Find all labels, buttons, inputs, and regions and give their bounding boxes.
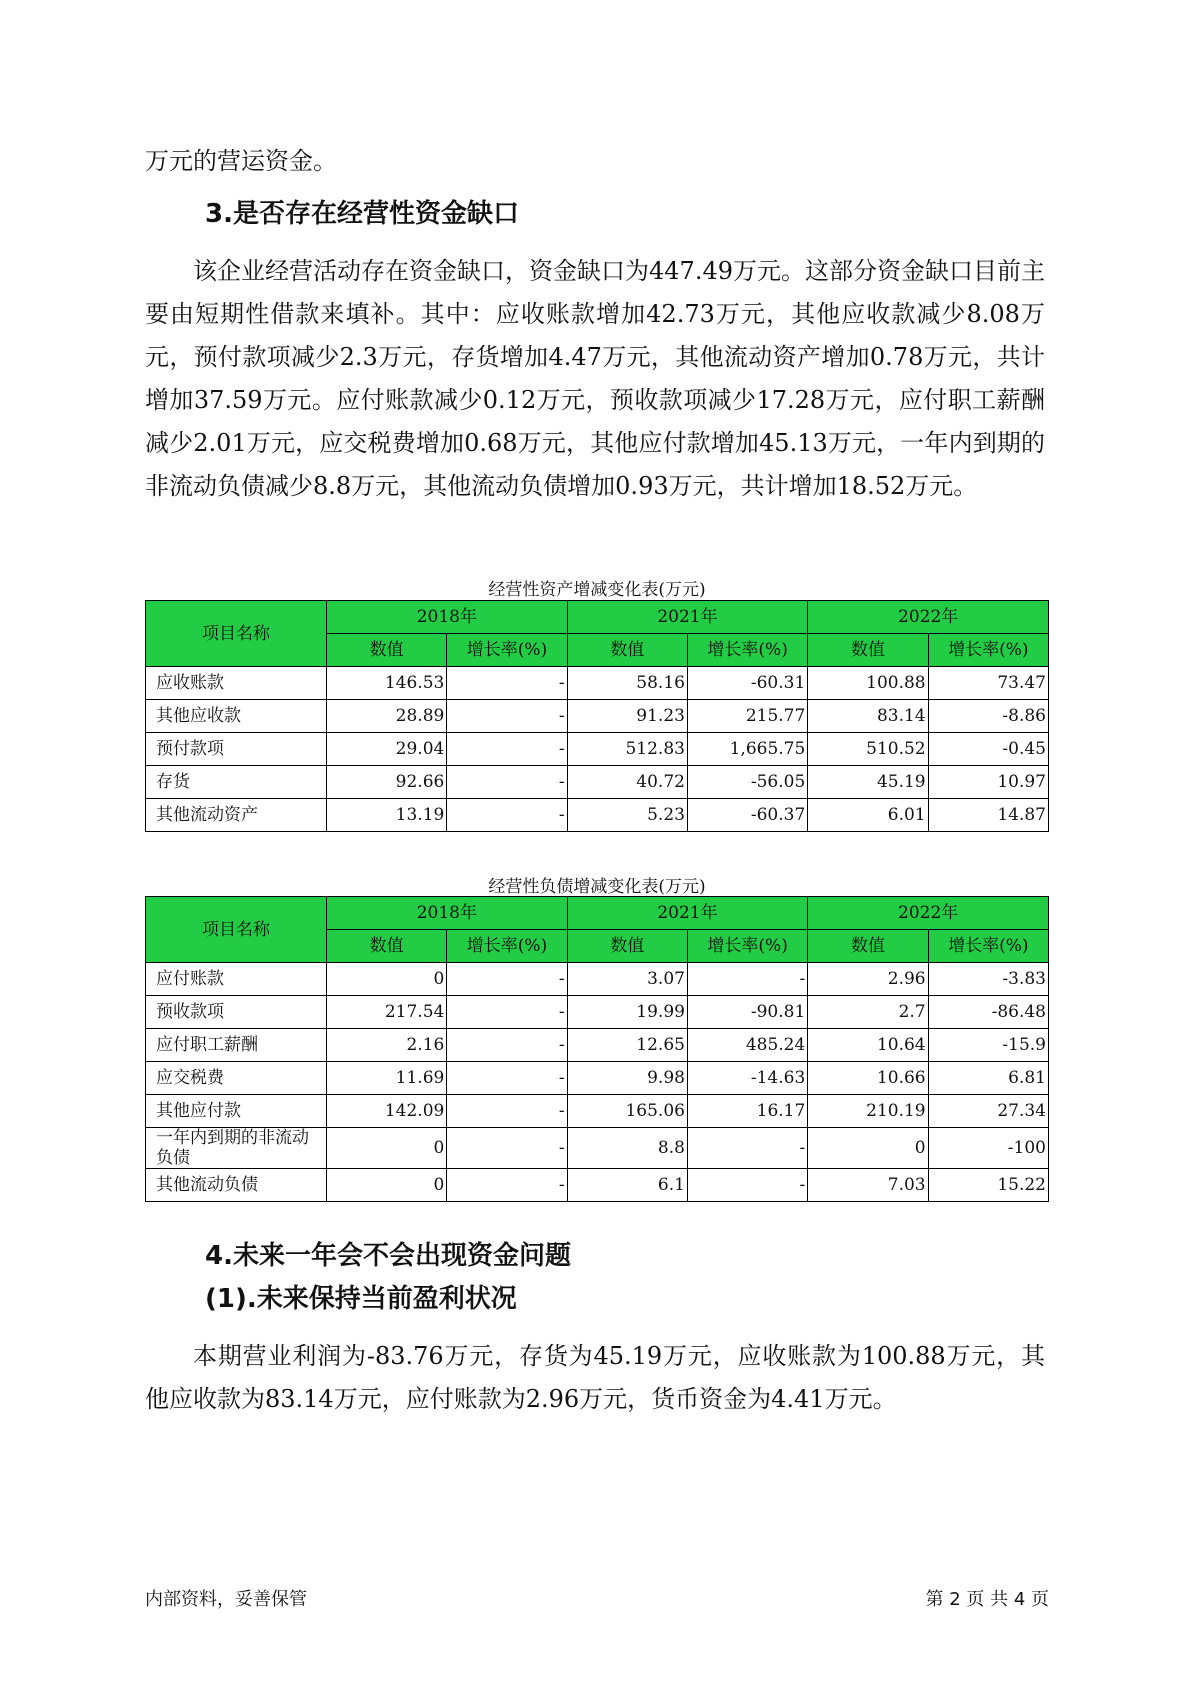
value-cell: 19.99 (567, 996, 687, 1029)
table-row (146, 667, 1049, 700)
growth-rate-cell: -60.31 (687, 667, 807, 700)
growth-rate-cell: -100 (928, 1128, 1048, 1169)
header-value: 数值 (808, 634, 928, 667)
growth-rate-cell: 14.87 (928, 799, 1048, 832)
value-cell: 100.88 (808, 667, 928, 700)
value-cell: 146.53 (327, 667, 447, 700)
value-cell: 210.19 (808, 1095, 928, 1128)
growth-rate-cell: -90.81 (687, 996, 807, 1029)
growth-rate-cell: - (687, 1169, 807, 1202)
value-cell: 9.98 (567, 1062, 687, 1095)
liability-table-caption: 经营性负债增减变化表(万元) (488, 877, 706, 897)
value-cell: 0 (327, 1128, 447, 1169)
value-cell: 12.65 (567, 1029, 687, 1062)
header-value: 数值 (567, 930, 687, 963)
footer-confidential-note: 内部资料，妥善保管 (145, 1589, 307, 1610)
row-label: 预付款项 (146, 733, 327, 766)
value-cell: 165.06 (567, 1095, 687, 1128)
value-cell: 2.7 (808, 996, 928, 1029)
funding-gap-paragraph: 该企业经营活动存在资金缺口，资金缺口为447.49万元。这部分资金缺口目前主要由短期性借款来填补。其中：应收账款增加42.73万元，其他应收款减少8.08万元，预付款项减少2.3万元，存货增加4.47万元，其他流动资产增加0.78万元，共计增加37.59万元。应付账款减少0.12万元，预收款项减少17.28万元，应付职工薪酬减少2.01万元，应交税费增加0.68万元，其他应付款增加45.13万元，一年内到期的非流动负债减少8.8万元，其他流动负债增加0.93万元，共计增加18.52万元。 (145, 257, 1045, 500)
growth-rate-cell: - (447, 799, 567, 832)
value-cell: 13.19 (327, 799, 447, 832)
header-value: 数值 (808, 930, 928, 963)
value-cell: 0 (327, 963, 447, 996)
growth-rate-cell: -86.48 (928, 996, 1048, 1029)
growth-rate-cell: - (447, 1029, 567, 1062)
header-year-2022: 2022年 (808, 897, 1049, 930)
row-label: 一年内到期的非流动负债 (146, 1128, 327, 1169)
header-year-2021: 2021年 (567, 601, 808, 634)
header-year-2018: 2018年 (327, 601, 568, 634)
value-cell: 45.19 (808, 766, 928, 799)
growth-rate-cell: 1,665.75 (687, 733, 807, 766)
growth-rate-cell: - (447, 1169, 567, 1202)
header-growth-rate: 增长率(%) (447, 930, 567, 963)
value-cell: 142.09 (327, 1095, 447, 1128)
value-cell: 40.72 (567, 766, 687, 799)
value-cell: 10.66 (808, 1062, 928, 1095)
table-row (146, 1095, 1049, 1128)
value-cell: 512.83 (567, 733, 687, 766)
row-label: 应付账款 (146, 963, 327, 996)
value-cell: 83.14 (808, 700, 928, 733)
header-growth-rate: 增长率(%) (687, 930, 807, 963)
header-value: 数值 (327, 634, 447, 667)
value-cell: 510.52 (808, 733, 928, 766)
table-row (146, 1029, 1049, 1062)
header-item-name: 项目名称 (146, 897, 327, 963)
growth-rate-cell: - (687, 1128, 807, 1169)
header-value: 数值 (567, 634, 687, 667)
asset-table-caption: 经营性资产增减变化表(万元) (488, 580, 706, 600)
header-year-2021: 2021年 (567, 897, 808, 930)
row-label: 其他流动负债 (146, 1169, 327, 1202)
table-row (146, 1169, 1049, 1202)
header-growth-rate: 增长率(%) (447, 634, 567, 667)
value-cell: 2.96 (808, 963, 928, 996)
value-cell: 7.03 (808, 1169, 928, 1202)
value-cell: 0 (808, 1128, 928, 1169)
growth-rate-cell: 15.22 (928, 1169, 1048, 1202)
growth-rate-cell: - (447, 766, 567, 799)
header-growth-rate: 增长率(%) (687, 634, 807, 667)
growth-rate-cell: - (447, 1062, 567, 1095)
growth-rate-cell: 16.17 (687, 1095, 807, 1128)
growth-rate-cell: -3.83 (928, 963, 1048, 996)
value-cell: 28.89 (327, 700, 447, 733)
row-label: 应收账款 (146, 667, 327, 700)
row-label: 预收款项 (146, 996, 327, 1029)
value-cell: 6.1 (567, 1169, 687, 1202)
subsection-heading-4-1: (1).未来保持当前盈利状况 (205, 1284, 517, 1314)
value-cell: 11.69 (327, 1062, 447, 1095)
growth-rate-cell: 485.24 (687, 1029, 807, 1062)
table-row (146, 1062, 1049, 1095)
value-cell: 29.04 (327, 733, 447, 766)
growth-rate-cell: 10.97 (928, 766, 1048, 799)
value-cell: 5.23 (567, 799, 687, 832)
growth-rate-cell: 6.81 (928, 1062, 1048, 1095)
value-cell: 8.8 (567, 1128, 687, 1169)
table-row (146, 700, 1049, 733)
value-cell: 58.16 (567, 667, 687, 700)
row-label: 应交税费 (146, 1062, 327, 1095)
header-growth-rate: 增长率(%) (928, 634, 1048, 667)
value-cell: 217.54 (327, 996, 447, 1029)
header-value: 数值 (327, 930, 447, 963)
header-growth-rate: 增长率(%) (928, 930, 1048, 963)
table-row (146, 996, 1049, 1029)
growth-rate-cell: - (447, 667, 567, 700)
row-label: 其他应付款 (146, 1095, 327, 1128)
operating-profit-paragraph: 本期营业利润为-83.76万元，存货为45.19万元，应收账款为100.88万元，其他应收款为83.14万元，应付账款为2.96万元，货币资金为4.41万元。 (145, 1342, 1045, 1413)
growth-rate-cell: - (447, 733, 567, 766)
growth-rate-cell: 73.47 (928, 667, 1048, 700)
table-row (146, 963, 1049, 996)
growth-rate-cell: -60.37 (687, 799, 807, 832)
growth-rate-cell: - (447, 1128, 567, 1169)
table-row (146, 799, 1049, 832)
row-label: 其他应收款 (146, 700, 327, 733)
value-cell: 10.64 (808, 1029, 928, 1062)
section-heading-3: 3.是否存在经营性资金缺口 (205, 199, 519, 229)
growth-rate-cell: - (447, 700, 567, 733)
operating-liabilities-table (145, 896, 1049, 1202)
value-cell: 3.07 (567, 963, 687, 996)
row-label: 应付职工薪酬 (146, 1029, 327, 1062)
growth-rate-cell: -56.05 (687, 766, 807, 799)
growth-rate-cell: -15.9 (928, 1029, 1048, 1062)
footer-page-number: 第 2 页 共 4 页 (925, 1589, 1049, 1610)
value-cell: 2.16 (327, 1029, 447, 1062)
value-cell: 92.66 (327, 766, 447, 799)
growth-rate-cell: -0.45 (928, 733, 1048, 766)
table-row (146, 733, 1049, 766)
growth-rate-cell: -14.63 (687, 1062, 807, 1095)
growth-rate-cell: -8.86 (928, 700, 1048, 733)
section-heading-4: 4.未来一年会不会出现资金问题 (205, 1241, 571, 1271)
value-cell: 91.23 (567, 700, 687, 733)
value-cell: 6.01 (808, 799, 928, 832)
row-label: 存货 (146, 766, 327, 799)
growth-rate-cell: 27.34 (928, 1095, 1048, 1128)
value-cell: 0 (327, 1169, 447, 1202)
growth-rate-cell: - (447, 963, 567, 996)
table-row (146, 1128, 1049, 1169)
operating-assets-table (145, 600, 1049, 832)
growth-rate-cell: - (447, 996, 567, 1029)
row-label: 其他流动资产 (146, 799, 327, 832)
growth-rate-cell: 215.77 (687, 700, 807, 733)
table-row (146, 766, 1049, 799)
header-item-name: 项目名称 (146, 601, 327, 667)
header-year-2018: 2018年 (327, 897, 568, 930)
growth-rate-cell: - (447, 1095, 567, 1128)
header-year-2022: 2022年 (808, 601, 1049, 634)
growth-rate-cell: - (687, 963, 807, 996)
intro-continuation: 万元的营运资金。 (145, 147, 337, 175)
